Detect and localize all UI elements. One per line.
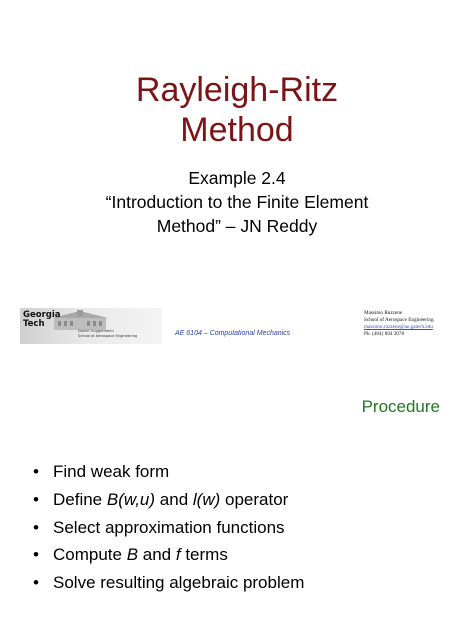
contact-school: School of Aerospace Engineering (364, 317, 434, 323)
slide-footer-strip (18, 306, 458, 346)
contact-email-link[interactable]: massimo.ruzzene@ae.gatech.edu (364, 324, 433, 330)
list-item: • Select approximation functions (33, 516, 304, 544)
title-line-1: Rayleigh-Ritz (135, 71, 339, 109)
logo-wordmark: Georgia Tech (23, 310, 61, 329)
subtitle-line-1: Example 2.4 (188, 168, 286, 188)
slide-title (0, 70, 474, 150)
subtitle-line-2: “Introduction to the Finite Element (105, 192, 369, 212)
contact-phone: Ph. (404) 894 3078 (364, 331, 405, 337)
logo-subtext: Daniel Guggenheim School of Aerospace Engineering (78, 329, 138, 338)
list-item: • Compute B and f terms (33, 543, 304, 571)
list-item: • Solve resulting algebraic problem (33, 571, 304, 599)
slide-header (0, 0, 474, 300)
bullet-icon: • (33, 462, 39, 481)
course-label: AE 6104 – Computational Mechanics (175, 330, 291, 337)
list-item: • Define B(w,u) and l(w) operator (33, 488, 304, 516)
bullet-icon: • (33, 517, 39, 537)
subtitle-line-3: Method” – JN Reddy (156, 216, 318, 236)
bullet-icon: • (33, 573, 39, 593)
slide-subtitle (0, 166, 474, 238)
procedure-heading: Procedure (361, 397, 440, 416)
bullet-icon: • (33, 489, 39, 509)
contact-name: Massimo Ruzzene (364, 310, 403, 316)
contact-info (364, 310, 434, 338)
list-item: • Find weak form (33, 460, 304, 488)
title-line-2: Method (180, 111, 294, 149)
georgia-tech-logo (20, 308, 162, 344)
bullet-icon: • (33, 545, 39, 565)
procedure-list (33, 460, 304, 599)
